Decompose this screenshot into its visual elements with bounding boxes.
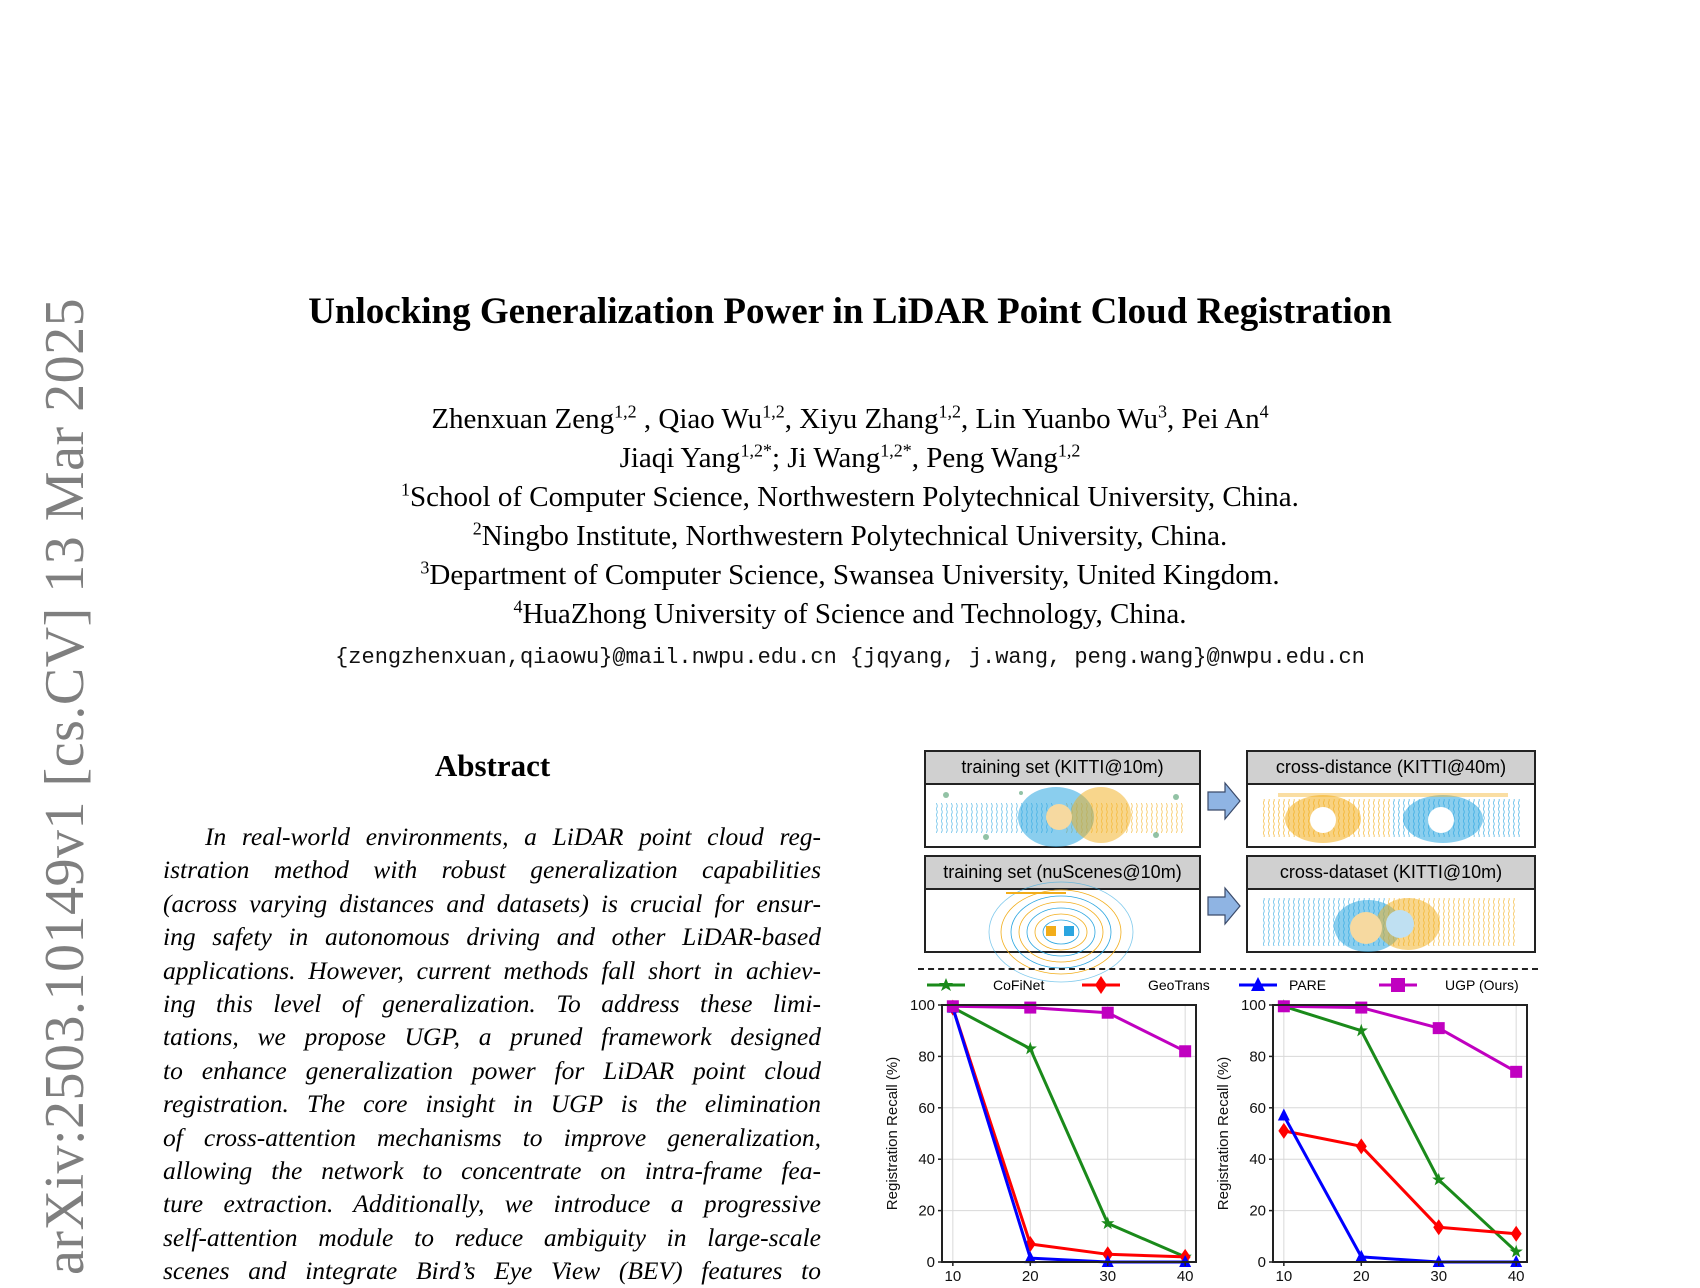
abstract-body — [163, 820, 821, 1288]
svg-text:20: 20 — [1021, 1268, 1039, 1285]
panel-cross-distance — [1246, 750, 1536, 848]
abstract-line: self-attention module to reduce ambiguity in large-scale — [163, 1222, 821, 1252]
star-marker-icon — [925, 975, 967, 995]
arrow-right-icon — [1207, 782, 1241, 820]
svg-text:40: 40 — [1249, 1151, 1266, 1169]
author: Jiaqi Yang$^{1,2*}$; — [619, 440, 788, 474]
legend-item-cofinet: CoFiNet — [925, 975, 1075, 995]
square-marker-icon — [1377, 975, 1419, 995]
abstract-line: istration method with robust generalization capabilities — [163, 855, 821, 885]
affiliation-3: $^3$Department of Computer Science, Swansea University, United Kingdom. — [420, 557, 1280, 591]
panel-header: training set (KITTI@10m) — [926, 752, 1199, 785]
svg-text:100: 100 — [909, 997, 935, 1014]
legend-item-ugp: UGP (Ours) — [1377, 975, 1547, 995]
abstract-line: tations, we propose UGP, a pruned framework designed — [163, 1022, 821, 1052]
author: Zhenxuan Zeng$^{1,2}$ , — [431, 401, 659, 435]
point-cloud-image — [1248, 890, 1534, 953]
arrow-right-icon — [1207, 887, 1241, 925]
svg-text:40: 40 — [1507, 1268, 1525, 1285]
paper-title: Unlocking Generalization Power in LiDAR Point Cloud Registration — [308, 291, 1392, 332]
svg-text:20: 20 — [1352, 1268, 1370, 1285]
svg-text:80: 80 — [918, 1048, 935, 1066]
svg-text:30: 30 — [1099, 1268, 1117, 1285]
author: Lin Yuanbo Wu$^3$, — [975, 401, 1182, 435]
svg-text:60: 60 — [1249, 1099, 1266, 1117]
affiliation-1: $^1$School of Computer Science, Northwestern Polytechnical University, China. — [401, 479, 1299, 513]
abstract-line: registration. The core insight in UGP is the elimination — [163, 1089, 821, 1119]
abstract-heading: Abstract — [434, 748, 551, 783]
author-list-line-1 — [0, 402, 1700, 436]
abstract-line: allowing the network to concentrate on intra-frame fea- — [163, 1156, 821, 1186]
triangle-marker-icon — [1237, 975, 1279, 995]
panel-header: cross-dataset (KITTI@10m) — [1248, 857, 1534, 890]
svg-text:20: 20 — [918, 1202, 935, 1220]
panel-header: cross-distance (KITTI@40m) — [1248, 752, 1534, 785]
svg-text:10: 10 — [944, 1268, 962, 1285]
svg-text:0: 0 — [926, 1254, 935, 1271]
legend-item-pare: PARE — [1237, 975, 1367, 995]
svg-text:80: 80 — [1249, 1048, 1266, 1066]
svg-text:40: 40 — [1176, 1268, 1194, 1285]
affiliation-4: $^4$HuaZhong University of Science and Technology, China. — [513, 596, 1187, 630]
svg-text:100: 100 — [1240, 997, 1266, 1014]
panel-header: training set (nuScenes@10m) — [926, 857, 1199, 890]
panel-training-kitti — [924, 750, 1201, 848]
abstract-line: of cross-attention mechanisms to improve generalization, — [163, 1122, 821, 1152]
arxiv-stamp: arXiv:2503.10149v1 [cs.CV] 13 Mar 2025 — [34, 297, 96, 1275]
svg-text:40: 40 — [918, 1151, 935, 1169]
svg-text:30: 30 — [1430, 1268, 1448, 1285]
abstract-line: ture extraction. Additionally, we introduce a progressive — [163, 1189, 821, 1219]
point-cloud-image — [926, 785, 1199, 848]
svg-text:Registration Recall (%): Registration Recall (%) — [1215, 1056, 1232, 1211]
author: Ji Wang$^{1,2*}$, — [787, 440, 927, 474]
abstract-line: (across varying distances and datasets) is crucial for ensur- — [163, 888, 821, 918]
point-cloud-image — [926, 890, 1199, 953]
author: Qiao Wu$^{1,2}$, — [658, 401, 800, 435]
diamond-marker-icon — [1080, 975, 1122, 995]
svg-text:0: 0 — [1257, 1254, 1266, 1271]
author: Peng Wang$^{1,2}$ — [926, 440, 1081, 474]
svg-text:10: 10 — [1275, 1268, 1293, 1285]
affiliation-2: $^2$Ningbo Institute, Northwestern Polytechnical University, China. — [472, 518, 1228, 552]
panel-training-nuscenes — [924, 855, 1201, 953]
author: Pei An$^4$ — [1181, 401, 1269, 435]
line-chart-cross-distance — [880, 995, 1210, 1285]
abstract-line: In real-world environments, a LiDAR point cloud reg- — [205, 822, 821, 851]
abstract-line: to enhance generalization power for LiDAR point cloud — [163, 1055, 821, 1085]
figure-divider — [918, 968, 1538, 970]
abstract-line: applications. However, current methods fall short in achiev- — [163, 955, 821, 985]
svg-text:20: 20 — [1249, 1202, 1266, 1220]
svg-text:60: 60 — [918, 1099, 935, 1117]
legend-item-geotrans: GeoTrans — [1080, 975, 1230, 995]
line-chart-cross-dataset — [1210, 995, 1550, 1285]
panel-cross-dataset — [1246, 855, 1536, 953]
point-cloud-image — [1248, 785, 1534, 848]
author-emails: {zengzhenxuan,qiaowu}@mail.nwpu.edu.cn {jqyang, j.wang, peng.wang}@nwpu.edu.cn — [335, 645, 1365, 670]
chart-legend — [925, 975, 1545, 995]
author: Xiyu Zhang$^{1,2}$, — [799, 401, 976, 435]
abstract-line: ing this level of generalization. To address these limi- — [163, 989, 821, 1019]
abstract-line: scenes and integrate Bird’s Eye View (BEV) features to — [163, 1256, 821, 1286]
author-list-line-2 — [0, 441, 1700, 475]
abstract-line: ing safety in autonomous driving and other LiDAR-based — [163, 922, 821, 952]
svg-text:Registration Recall (%): Registration Recall (%) — [884, 1056, 901, 1211]
